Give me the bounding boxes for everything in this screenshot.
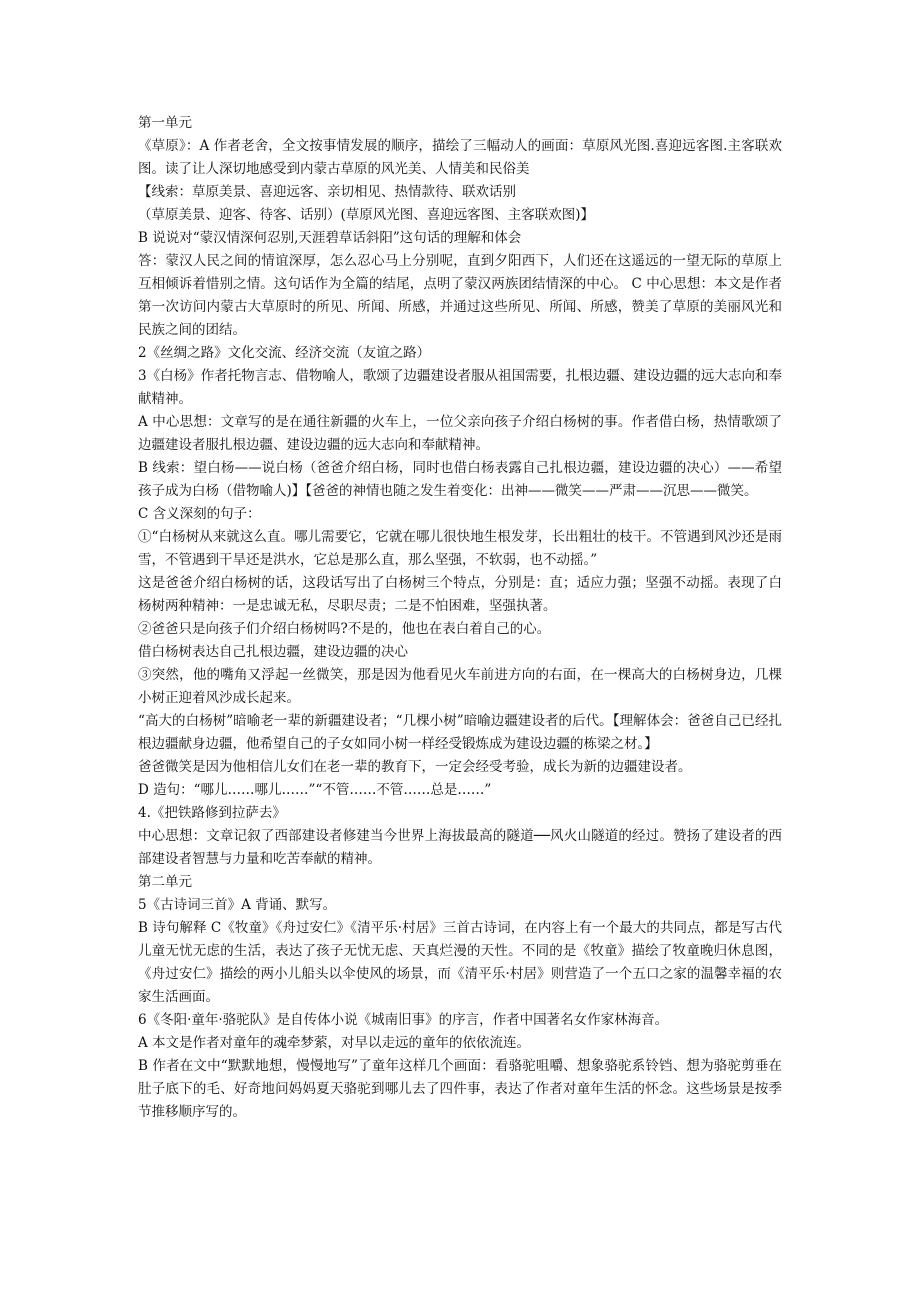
paragraph: 《草原》：A 作者老舍，全文按事情发展的顺序，描绘了三幅动人的画面：草原风光图.喜迎远客图.主客联欢图。读了让人深切地感受到内蒙古草原的风光美、人情美和民俗美: [138, 138, 782, 177]
paragraph: B 作者在文中“默默地想，慢慢地写”了童年这样几个画面：看骆驼咀嚼、想象骆驼系铃铛、想为骆驼剪垂在肚子底下的毛、好奇地问妈妈夏天骆驼到哪儿去了四件事，表达了作者对童年生活的怀念。这些场景是按季节推移顺序写的。: [138, 1058, 782, 1120]
paragraph: A 中心思想：文章写的是在通往新疆的火车上，一位父亲向孩子介绍白杨树的事。作者借白杨，热情歌颂了边疆建设者服扎根边疆、建设边疆的远大志向和奉献精神。: [138, 414, 782, 453]
paragraph: 4.《把铁路修到拉萨去》: [138, 805, 286, 821]
paragraph: 借白杨树表达自己扎根边疆，建设边疆的决心: [138, 644, 408, 660]
paragraph: 这是爸爸介绍白杨树的话，这段话写出了白杨树三个特点，分别是：直；适应力强；坚强不动摇。表现了白杨树两种精神：一是忠诚无私，尽职尽责；二是不怕困难，坚强执著。: [138, 575, 782, 614]
paragraph: （草原美景、迎客、待客、话别）(草原风光图、喜迎远客图、主客联欢图)】: [138, 207, 595, 223]
unit-heading: 第二单元: [138, 874, 192, 890]
paragraph: ③突然，他的嘴角又浮起一丝微笑，那是因为他看见火车前进方向的右面，在一棵高大的白杨树身边，几棵小树正迎着风沙成长起来。: [138, 667, 782, 706]
document-page: [138, 112, 782, 1124]
paragraph: ②爸爸只是向孩子们介绍白杨树吗?不是的，他也在表白着自己的心。: [138, 621, 551, 637]
paragraph: 2《丝绸之路》文化交流、经济交流（友谊之路）: [138, 345, 431, 361]
paragraph: B 说说对“蒙汉情深何忍别,天涯碧草话斜阳”这句话的理解和体会: [138, 230, 522, 246]
paragraph: 答：蒙汉人民之间的情谊深厚，怎么忍心马上分别呢，直到夕阳西下，人们还在这遥远的一望无际的草原上互相倾诉着惜别之情。这句话作为全篇的结尾，点明了蒙汉两族团结情深的中心。 C 中心思想：本文是作者第一次访问内蒙古大草原时的所见、所闻、所感，并通过这些所见、所闻、所感，赞美了草原的美丽风光和民族之间的团结。: [138, 253, 782, 338]
paragraph: B 线索：望白杨——说白杨（爸爸介绍白杨，同时也借白杨表露自己扎根边疆，建设边疆的决心）——希望孩子成为白杨（借物喻人)】【爸爸的神情也随之发生着变化：出神——微笑——严肃——沉思——微笑。: [138, 460, 782, 499]
paragraph: 【线索：草原美景、喜迎远客、亲切相见、热情款待、联欢话别: [138, 184, 516, 200]
paragraph: 5《古诗词三首》A 背诵、默写。: [138, 897, 337, 913]
paragraph: C 含义深刻的句子：: [138, 506, 261, 522]
paragraph: 6《冬阳·童年·骆驼队》是自传体小说《城南旧事》的序言，作者中国著名女作家林海音。: [138, 1012, 669, 1028]
paragraph: A 本文是作者对童年的魂牵梦萦，对早以走远的童年的依依流连。: [138, 1035, 531, 1051]
paragraph: “高大的白杨树”暗喻老一辈的新疆建设者；“几棵小树”暗喻边疆建设者的后代。【理解体会：爸爸自己已经扎根边疆献身边疆，他希望自己的子女如同小树一样经受锻炼成为建设边疆的栋梁之材。】: [138, 713, 782, 752]
paragraph: B 诗句解释 C《牧童》《舟过安仁》《清平乐·村居》三首古诗词，在内容上有一个最大的共同点，都是写古代儿童无忧无虑的生活，表达了孩子无忧无虑、天真烂漫的天性。不同的是《牧童》描绘了牧童晚归休息图，《舟过安仁》描绘的两小儿船头以伞使风的场景，而《清平乐·村居》则营造了一个五口之家的温馨幸福的农家生活画面。: [138, 920, 782, 1005]
paragraph: 中心思想：文章记叙了西部建设者修建当今世界上海拔最高的隧道──风火山隧道的经过。赞扬了建设者的西部建设者智慧与力量和吃苦奉献的精神。: [138, 828, 782, 867]
paragraph: D 造句：“哪儿……哪儿……”“不管……不管……总是……”: [138, 782, 492, 798]
paragraph: 爸爸微笑是因为他相信儿女们在老一辈的教育下，一定会经受考验，成长为新的边疆建设者。: [138, 759, 692, 775]
paragraph: 3《白杨》作者托物言志、借物喻人，歌颂了边疆建设者服从祖国需要，扎根边疆、建设边疆的远大志向和奉献精神。: [138, 368, 782, 407]
unit-heading: 第一单元: [138, 115, 192, 131]
paragraph: ①“白杨树从来就这么直。哪儿需要它，它就在哪儿很快地生根发芽，长出粗壮的枝干。不管遇到风沙还是雨雪，不管遇到干旱还是洪水，它总是那么直，那么坚强，不软弱，也不动摇。”: [138, 529, 782, 568]
